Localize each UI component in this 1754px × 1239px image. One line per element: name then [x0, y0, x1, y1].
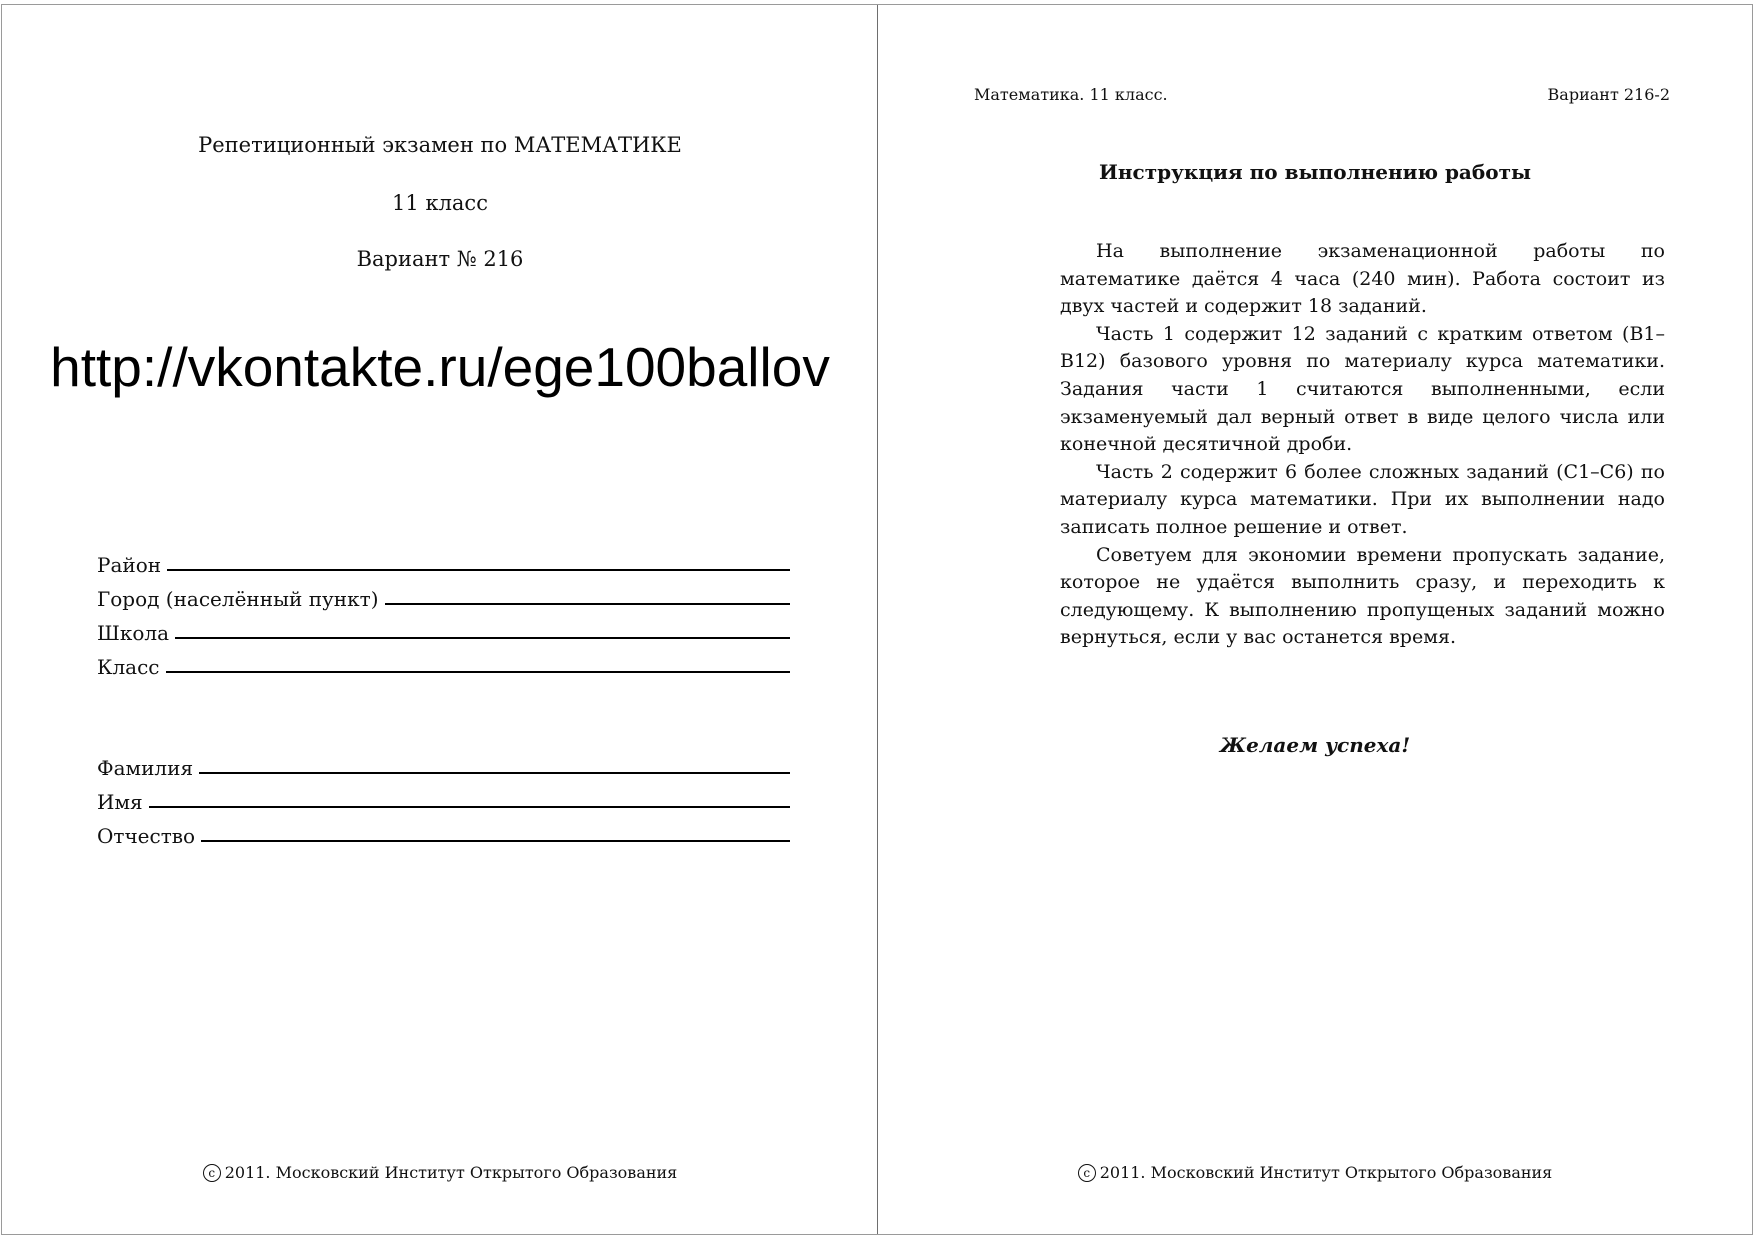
- instructions-body: [1060, 238, 1665, 652]
- closing-wish: Желаем успеха!: [1219, 733, 1411, 757]
- cover-footer-text: 2011. Московский Институт Открытого Образования: [224, 1163, 678, 1182]
- patronymic-field-label: Отчество: [97, 824, 196, 848]
- header-subject: Математика. 11 класс.: [974, 85, 1168, 104]
- instructions-footer-text: 2011. Московский Институт Открытого Образования: [1099, 1163, 1553, 1182]
- grade-label: 11 класс: [392, 191, 488, 215]
- instructions-paragraph: Часть 2 содержит 6 более сложных заданий (C1–C6) по материалу курса математики. При их выполнении надо записать полное решение и ответ.: [1060, 460, 1665, 538]
- instructions-paragraph: На выполнение экзаменационной работы по математике даётся 4 часа (240 мин). Работа состоит из двух частей и содержит 18 заданий.: [1060, 240, 1665, 318]
- surname-field-label: Фамилия: [97, 756, 194, 780]
- class-field-label: Класс: [97, 655, 160, 679]
- district-field-label: Район: [97, 553, 162, 577]
- city-field-line[interactable]: [385, 603, 791, 605]
- running-header: [974, 85, 1670, 104]
- instructions-paragraph: Часть 1 содержит 12 заданий с кратким ответом (B1–B12) базового уровня по материалу курса математики. Задания части 1 считаются выполненными, если экзаменуемый дал верный ответ в виде целого числа или конечной десятичной дроби.: [1060, 322, 1665, 456]
- first-name-field-label: Имя: [97, 790, 143, 814]
- class-field-line[interactable]: [166, 671, 790, 673]
- document-spread: [1, 4, 1753, 1235]
- school-field-label: Школа: [97, 621, 169, 645]
- instructions-paragraph: Советуем для экономии времени пропускать задание, которое не удаётся выполнить сразу, и переходить к следующему. К выполнению пропущеных заданий можно вернуться, если у вас останется время.: [1060, 543, 1665, 649]
- school-field-line[interactable]: [175, 637, 790, 639]
- header-variant: Вариант 216-2: [1547, 85, 1670, 104]
- first-name-field-line[interactable]: [149, 806, 790, 808]
- copyright-icon: c: [1078, 1164, 1096, 1182]
- instructions-page: [878, 5, 1752, 1234]
- first-name-field: [97, 780, 790, 814]
- student-info-form: [97, 746, 790, 848]
- cover-page: [2, 5, 878, 1234]
- patronymic-field: [97, 814, 790, 848]
- patronymic-field-line[interactable]: [201, 840, 790, 842]
- copyright-icon: c: [203, 1164, 221, 1182]
- school-info-form: [97, 543, 790, 679]
- class-field: [97, 645, 790, 679]
- instructions-footer: [878, 1163, 1752, 1182]
- variant-label: Вариант № 216: [356, 247, 524, 271]
- surname-field: [97, 746, 790, 780]
- city-field-label: Город (населённый пункт): [97, 587, 379, 611]
- district-field: [97, 543, 790, 577]
- district-field-line[interactable]: [167, 569, 790, 571]
- cover-footer: [2, 1163, 878, 1182]
- surname-field-line[interactable]: [199, 772, 790, 774]
- school-field: [97, 611, 790, 645]
- url-banner: http://vkontakte.ru/ege100ballov: [50, 336, 830, 398]
- city-field: [97, 577, 790, 611]
- exam-title: Репетиционный экзамен по МАТЕМАТИКЕ: [198, 133, 682, 157]
- instructions-title: Инструкция по выполнению работы: [1098, 160, 1532, 184]
